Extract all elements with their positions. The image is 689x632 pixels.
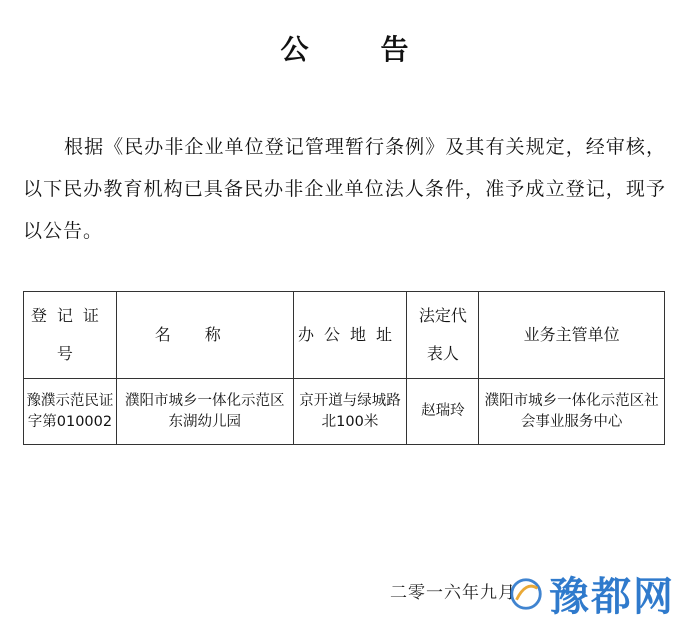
notice-body: 根据《民办非企业单位登记管理暂行条例》及其有关规定，经审核，以下民办教育机构已具备民办非企业单位法人条件，准予成立登记，现予以公告。 bbox=[23, 136, 666, 242]
table-header-row bbox=[24, 292, 665, 379]
watermark-text: 豫都网 bbox=[549, 574, 675, 620]
cell-authority: 濮阳市城乡一体化示范区社会事业服务中心 bbox=[479, 379, 665, 445]
cell-address: 京开道与绿城路北100米 bbox=[293, 379, 407, 445]
header-authority: 业务主管单位 bbox=[479, 292, 665, 379]
site-watermark bbox=[507, 565, 675, 622]
header-reg-no: 登记证号 bbox=[24, 292, 117, 379]
registration-table bbox=[23, 291, 665, 445]
site-logo-icon bbox=[507, 575, 545, 613]
header-name: 名称 bbox=[116, 292, 293, 379]
header-address: 办公地址 bbox=[293, 292, 407, 379]
cell-reg-no: 豫濮示范民证字第010002 bbox=[24, 379, 117, 445]
table-row bbox=[24, 379, 665, 445]
cell-name: 濮阳市城乡一体化示范区东湖幼儿园 bbox=[116, 379, 293, 445]
notice-date: 二零一六年九月 bbox=[390, 583, 516, 603]
cell-legal-rep: 赵瑞玲 bbox=[407, 379, 479, 445]
notice-title: 公告 bbox=[280, 33, 481, 66]
header-legal-rep: 法定代表人 bbox=[407, 292, 479, 379]
